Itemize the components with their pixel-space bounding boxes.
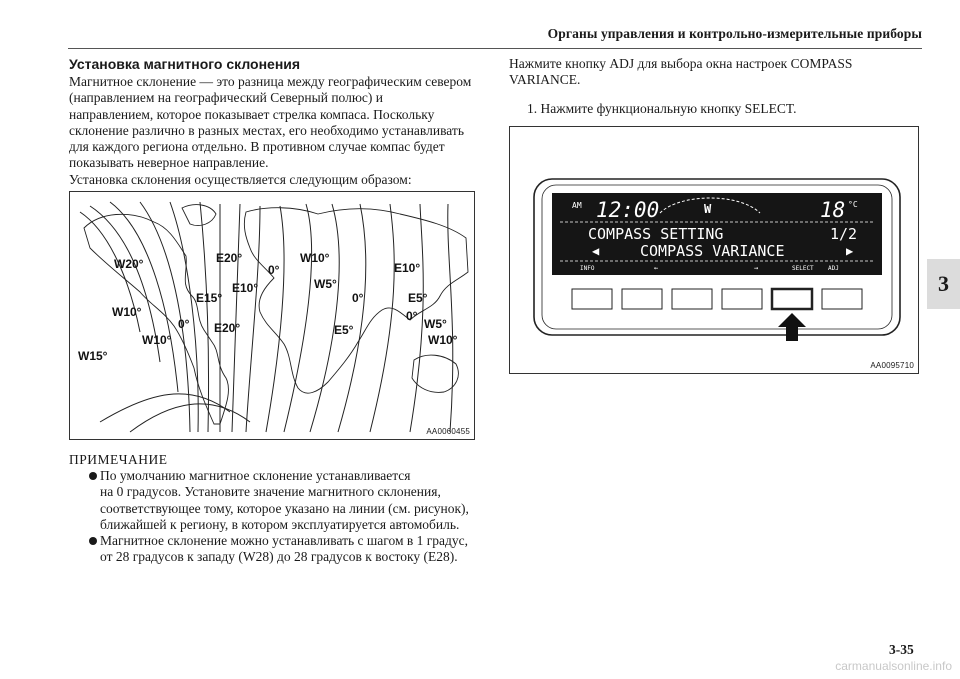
map-label: 0° (178, 317, 190, 331)
figure-code: AA0060455 (426, 427, 470, 436)
lcd-left-arrow-icon: ◀ (592, 244, 600, 258)
body-line: Магнитное склонение — это разница между географическим севером (69, 74, 472, 89)
display-panel-figure (509, 126, 919, 374)
continent-americas (84, 214, 228, 424)
function-button-3[interactable] (672, 289, 712, 309)
intro-line: Нажмите кнопку ADJ для выбора окна настроек COMPASS (509, 56, 853, 71)
lcd-page: 1/2 (830, 225, 858, 243)
watermark: carmanualsonline.info (835, 659, 952, 673)
map-label: E5° (408, 291, 428, 305)
map-label: W15° (78, 349, 108, 363)
body-line: Установка склонения осуществляется следующим образом: (69, 171, 412, 187)
left-column (69, 56, 487, 188)
isogonic-line (266, 206, 284, 432)
lcd-line2: COMPASS VARIANCE (640, 242, 785, 260)
map-label: W10° (112, 305, 142, 319)
isogonic-line (246, 206, 260, 432)
page-header-title: Органы управления и контрольно-измерительные приборы (547, 26, 922, 41)
note-section (69, 452, 487, 566)
map-label: W10° (300, 251, 330, 265)
isogonic-line (310, 204, 339, 432)
function-button-2[interactable] (622, 289, 662, 309)
note-line: от 28 градусов к западу (W28) до 28 градусов к востоку (E28). (100, 549, 458, 565)
continent-australia (412, 355, 458, 392)
chapter-tab: 3 (927, 259, 960, 309)
note-bullet (69, 533, 487, 566)
intro-line: VARIANCE. (509, 72, 581, 88)
map-label: E20° (214, 321, 241, 335)
note-line: Магнитное склонение можно устанавливать с шагом в 1 градус, (100, 533, 469, 549)
continent-greenland (182, 205, 216, 226)
body-line: показывать неверное направление. (69, 155, 269, 171)
map-label: W10° (142, 333, 172, 347)
note-line: на 0 градусов. Установите значение магнитного склонения, (100, 484, 441, 500)
declination-map-figure (69, 191, 475, 440)
map-label: E15° (196, 291, 223, 305)
map-label: W20° (114, 257, 144, 271)
lcd-temp-unit: °C (848, 200, 858, 209)
lcd-temp: 18 (820, 198, 846, 222)
body-line: для каждого региона отдельно. В противном случае компас будет (69, 139, 445, 155)
map-label: W10° (428, 333, 458, 347)
function-button-6[interactable] (822, 289, 862, 309)
note-line: По умолчанию магнитное склонение устанавливается (100, 468, 411, 483)
lcd-btn-adj: ADJ (828, 265, 839, 272)
lcd-btn-right-icon: → (754, 264, 759, 272)
function-button-4[interactable] (722, 289, 762, 309)
map-label: E5° (334, 323, 354, 337)
right-column (509, 56, 917, 89)
body-line: направлением, которое показывает стрелка компаса. Поскольку (69, 106, 435, 122)
figure-code: AA0095710 (870, 361, 914, 370)
lcd-compass-dir: W (704, 202, 712, 216)
map-label: 0° (352, 291, 364, 305)
map-label: 0° (268, 263, 280, 277)
select-function-button[interactable] (772, 289, 812, 309)
note-line: соответствующее тому, которое указано на линии (см. рисунок), (100, 500, 469, 516)
lcd-btn-select: SELECT (792, 265, 814, 272)
isogonic-line (338, 204, 366, 432)
function-button-1[interactable] (572, 289, 612, 309)
lcd-right-arrow-icon: ▶ (846, 244, 854, 258)
lcd-btn-info: INFO (580, 265, 595, 272)
declination-map (70, 192, 474, 439)
note-label: ПРИМЕЧАНИЕ (69, 452, 168, 467)
map-label: 0° (406, 309, 418, 323)
page-number: 3-35 (889, 642, 914, 657)
body-line: (направлением на географический Северный полюс) и (69, 90, 384, 106)
map-label: E10° (394, 261, 421, 275)
body-line: склонение различно в разных местах, его необходимо устанавливать (69, 122, 464, 138)
step-1: 1. Нажмите функциональную кнопку SELECT. (527, 101, 797, 116)
lcd-am: AM (572, 201, 582, 210)
bullet-icon (89, 537, 97, 545)
lcd-line1: COMPASS SETTING (588, 225, 724, 243)
map-label: E20° (216, 251, 243, 265)
lcd-btn-left-icon: ← (654, 264, 659, 272)
note-line: ближайшей к региону, в котором эксплуатируется автомобиль. (100, 516, 460, 532)
map-label: E10° (232, 281, 259, 295)
header-divider (68, 48, 922, 49)
map-label: W5° (424, 317, 447, 331)
section-title: Установка магнитного склонения (69, 56, 301, 72)
lcd-time: 12:00 (596, 198, 660, 222)
bullet-icon (89, 472, 97, 480)
note-bullet (69, 468, 487, 533)
isogonic-line (232, 204, 240, 432)
isogonic-line (448, 204, 453, 432)
isogonic-line (100, 394, 230, 422)
isogonic-line (284, 204, 312, 432)
map-label: W5° (314, 277, 337, 291)
display-panel (510, 127, 918, 373)
